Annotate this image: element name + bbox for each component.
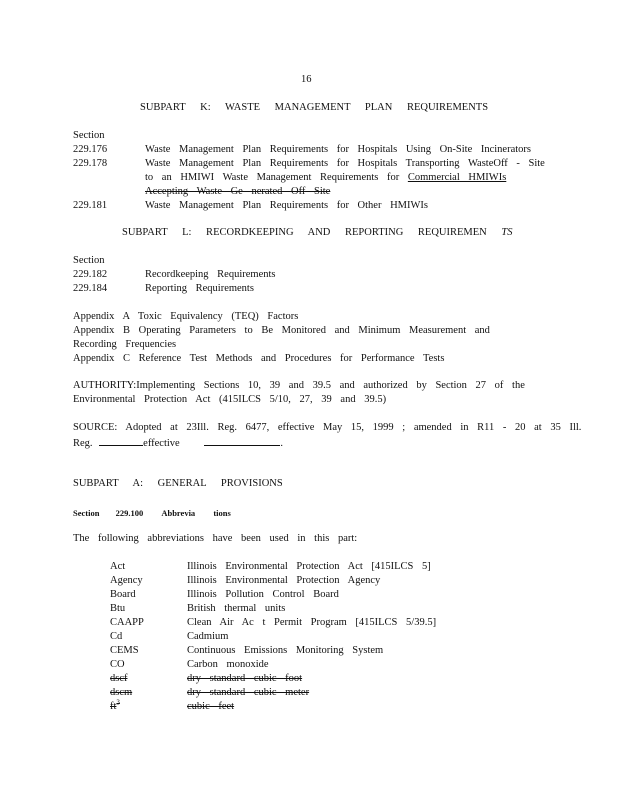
abbr-meaning-deleted: cubic feet	[187, 701, 235, 712]
abbr-term-deleted	[110, 700, 120, 713]
section-label: Section	[73, 508, 100, 518]
abbr-term-text: ft	[110, 701, 117, 712]
subpart-l-heading-main: SUBPART L: RECORDKEEPING AND REPORTING REQUIREMEN	[122, 227, 487, 238]
appendix-b-continuation: Recording Frequencies	[73, 339, 177, 350]
abbr-meaning-deleted: dry standard cubic foot	[187, 673, 303, 684]
toc-title-continuation	[145, 171, 506, 184]
toc-num: 229.182	[73, 269, 108, 280]
subpart-l-heading-end: TS	[501, 227, 513, 238]
section-title-part-2: tions	[213, 508, 231, 518]
effective-blank	[204, 435, 280, 446]
abbr-term: Cd	[110, 631, 123, 642]
reg-blank	[99, 435, 143, 446]
toc-num: 229.181	[73, 200, 108, 211]
source-line-2	[73, 435, 283, 450]
toc-num: 229.176	[73, 144, 108, 155]
abbr-meaning: Carbon monoxide	[187, 659, 269, 670]
appendix-c: Appendix C Reference Test Methods and Procedures for Performance Tests	[73, 353, 445, 364]
section-number: 229.100	[115, 508, 144, 518]
abbr-meaning-deleted: dry standard cubic meter	[187, 687, 310, 698]
source-line-1: SOURCE: Adopted at 23Ill. Reg. 6477, effective May 15, 1999 ; amended in R11 - 20 at 35 Ill.	[73, 422, 582, 433]
abbr-meaning: Continuous Emissions Monitoring System	[187, 645, 384, 656]
abbr-term: CAAPP	[110, 617, 144, 628]
toc-title: Waste Management Plan Requirements for Hospitals Transporting WasteOff - Site	[145, 158, 545, 169]
subpart-l-heading	[122, 226, 512, 239]
abbr-term: Agency	[110, 575, 143, 586]
abbr-term: Board	[110, 589, 136, 600]
toc-title: Recordkeeping Requirements	[145, 269, 276, 280]
abbr-term-deleted: dscf	[110, 673, 128, 684]
toc-title: Waste Management Plan Requirements for Other HMIWIs	[145, 200, 429, 211]
authority-line-1: AUTHORITY:Implementing Sections 10, 39 and 39.5 and authorized by Section 27 of the	[73, 380, 525, 391]
abbr-meaning: British thermal units	[187, 603, 286, 614]
source-effective-label: effective	[143, 438, 180, 449]
section-229-100-heading	[73, 507, 231, 520]
abbr-meaning: Cadmium	[187, 631, 229, 642]
toc-title: Reporting Requirements	[145, 283, 254, 294]
inserted-text: Commercial HMIWIs	[407, 172, 507, 183]
appendix-a: Appendix A Toxic Equivalency (TEQ) Factors	[73, 311, 299, 322]
abbr-term: Btu	[110, 603, 126, 614]
abbreviations-intro: The following abbreviations have been used in this part:	[73, 533, 358, 544]
abbr-meaning: Illinois Environmental Protection Act [415ILCS 5]	[187, 561, 431, 572]
subpart-a-heading: SUBPART A: GENERAL PROVISIONS	[73, 478, 283, 489]
subpart-l-section-label: Section	[73, 255, 105, 266]
toc-title: Waste Management Plan Requirements for Hospitals Using On-Site Incinerators	[145, 144, 531, 155]
source-end-period: .	[280, 438, 283, 449]
abbr-meaning: Clean Air Ac t Permit Program [415ILCS 5/39.5]	[187, 617, 437, 628]
page-number: 16	[301, 74, 312, 85]
source-reg-label: Reg.	[73, 438, 93, 449]
toc-title-text: to an HMIWI Waste Management Requirements for	[145, 172, 400, 183]
authority-line-2: Environmental Protection Act (415ILCS 5/10, 27, 39 and 39.5)	[73, 394, 387, 405]
abbr-meaning: Illinois Environmental Protection Agency	[187, 575, 381, 586]
abbr-term: CO	[110, 659, 125, 670]
toc-num: 229.184	[73, 283, 108, 294]
appendix-b: Appendix B Operating Parameters to Be Monitored and Minimum Measurement and	[73, 325, 490, 336]
subpart-k-heading: SUBPART K: WASTE MANAGEMENT PLAN REQUIREMENTS	[140, 102, 489, 113]
abbr-term-deleted: dscm	[110, 687, 133, 698]
deleted-text: Accepting Waste Ge nerated Off Site	[145, 186, 331, 197]
toc-num: 229.178	[73, 158, 108, 169]
abbr-meaning: Illinois Pollution Control Board	[187, 589, 339, 600]
abbr-term: Act	[110, 561, 126, 572]
abbr-term-superscript: 3	[116, 698, 120, 707]
section-title-part-1: Abbrevia	[161, 508, 196, 518]
abbr-term: CEMS	[110, 645, 139, 656]
subpart-k-section-label: Section	[73, 130, 105, 141]
